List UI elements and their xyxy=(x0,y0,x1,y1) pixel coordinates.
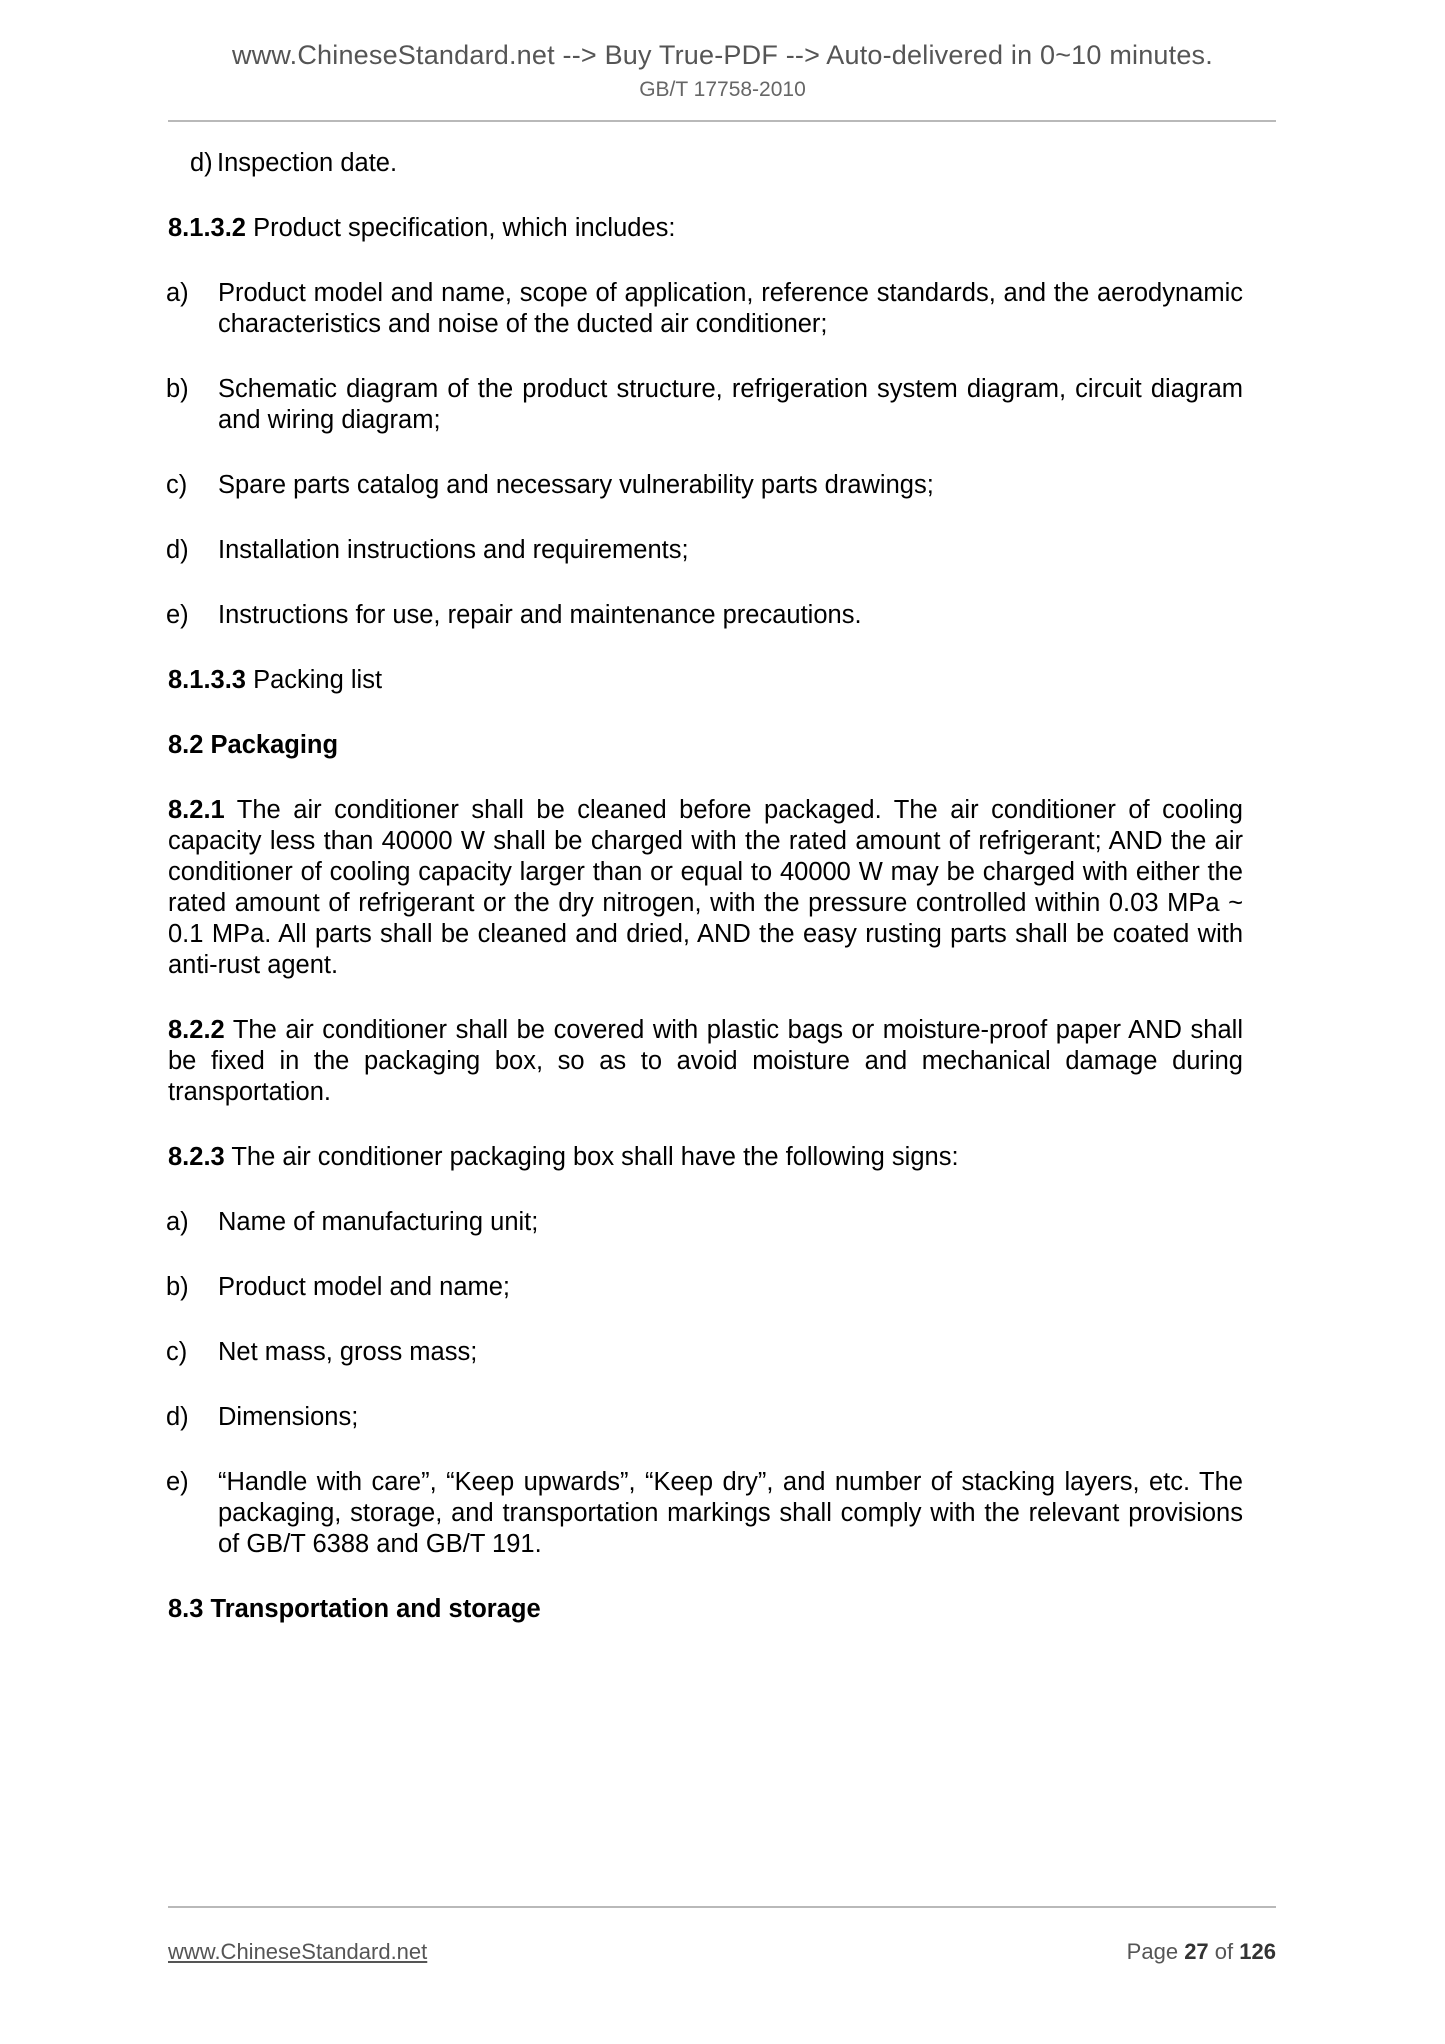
document-body xyxy=(168,148,1243,1655)
list-item xyxy=(168,278,1243,340)
list-item xyxy=(168,600,1243,631)
clause-number: 8.1.3.3 xyxy=(168,666,246,694)
list-marker: e) xyxy=(166,1468,189,1496)
list-marker: d) xyxy=(190,149,213,177)
clause-number: 8.2.2 xyxy=(168,1016,225,1044)
page-footer xyxy=(168,1939,1276,1965)
list-item-text: Product model and name; xyxy=(218,1273,511,1301)
list-item xyxy=(168,148,1243,179)
footer-website-link[interactable]: www.ChineseStandard.net xyxy=(168,1939,428,1964)
clause-paragraph xyxy=(168,1142,1243,1173)
list-item xyxy=(168,374,1243,436)
list-item xyxy=(168,535,1243,566)
list-marker: d) xyxy=(166,1403,189,1431)
page-prefix-label: Page xyxy=(1126,1939,1179,1964)
list-item-text: Dimensions; xyxy=(218,1403,359,1431)
clause-text: Packing list xyxy=(253,666,383,694)
list-item-text: Inspection date. xyxy=(217,149,398,177)
clause-paragraph xyxy=(168,665,1243,696)
list-marker: a) xyxy=(166,279,189,307)
list-item xyxy=(168,1467,1243,1560)
clause-paragraph xyxy=(168,1015,1243,1108)
list-item xyxy=(168,1337,1243,1368)
list-item xyxy=(168,1272,1243,1303)
header-promo-text: www.ChineseStandard.net --> Buy True-PDF --> Auto-delivered in 0~10 minutes. xyxy=(232,40,1213,70)
page-current-number: 27 xyxy=(1184,1939,1209,1964)
list-item xyxy=(168,1402,1243,1433)
clause-paragraph xyxy=(168,213,1243,244)
list-item-text: Spare parts catalog and necessary vulnerability parts drawings; xyxy=(218,471,934,499)
list-marker: b) xyxy=(166,375,189,403)
header-divider xyxy=(168,120,1276,122)
clause-text: The air conditioner shall be cleaned before packaged. The air conditioner of cooling capacity less than 40000 W shall be charged with the rated amount of refrigerant; AND the air conditioner of cooling capacity larger than or equal to 40000 W may be charged with either the rated amount of refrigerant or the dry nitrogen, with the pressure controlled within 0.03 MPa ~ 0.1 MPa. All parts shall be cleaned and dried, AND the easy rusting parts shall be coated with anti-rust agent. xyxy=(168,796,1243,979)
list-marker: a) xyxy=(166,1208,189,1236)
list-item-text: “Handle with care”, “Keep upwards”, “Keep dry”, and number of stacking layers, etc. The packaging, storage, and transportation markings shall comply with the relevant provisions of GB/T 6388 and GB/T 191. xyxy=(218,1468,1243,1558)
list-marker: e) xyxy=(166,601,189,629)
list-marker: c) xyxy=(166,471,188,499)
clause-text: The air conditioner shall be covered with plastic bags or moisture-proof paper AND shall be fixed in the packaging box, so as to avoid moisture and mechanical damage during transportation. xyxy=(168,1016,1243,1106)
header-standard-code: GB/T 17758-2010 xyxy=(639,78,806,101)
page-of-label: of xyxy=(1214,1939,1234,1964)
clause-number: 8.1.3.2 xyxy=(168,214,246,242)
clause-paragraph xyxy=(168,795,1243,981)
page-number xyxy=(1127,1939,1276,1965)
list-item-text: Product model and name, scope of application, reference standards, and the aerodynamic characteristics and noise of the ducted air conditioner; xyxy=(218,279,1243,338)
section-heading: 8.3 Transportation and storage xyxy=(168,1595,541,1623)
list-item-text: Installation instructions and requirements; xyxy=(218,536,689,564)
list-item-text: Name of manufacturing unit; xyxy=(218,1208,539,1236)
page-total-number: 126 xyxy=(1239,1939,1276,1964)
section-heading: 8.2 Packaging xyxy=(168,731,339,759)
list-item-text: Schematic diagram of the product structure, refrigeration system diagram, circuit diagram and wiring diagram; xyxy=(218,375,1243,434)
list-marker: b) xyxy=(166,1273,189,1301)
clause-text: Product specification, which includes: xyxy=(253,214,676,242)
footer-divider xyxy=(168,1906,1276,1908)
clause-text: The air conditioner packaging box shall have the following signs: xyxy=(231,1143,959,1171)
list-item xyxy=(168,470,1243,501)
list-marker: c) xyxy=(166,1338,188,1366)
list-marker: d) xyxy=(166,536,189,564)
page-header xyxy=(0,38,1445,104)
clause-number: 8.2.1 xyxy=(168,796,225,824)
clause-number: 8.2.3 xyxy=(168,1143,225,1171)
list-item xyxy=(168,1207,1243,1238)
list-item-text: Instructions for use, repair and maintenance precautions. xyxy=(218,601,862,629)
list-item-text: Net mass, gross mass; xyxy=(218,1338,478,1366)
